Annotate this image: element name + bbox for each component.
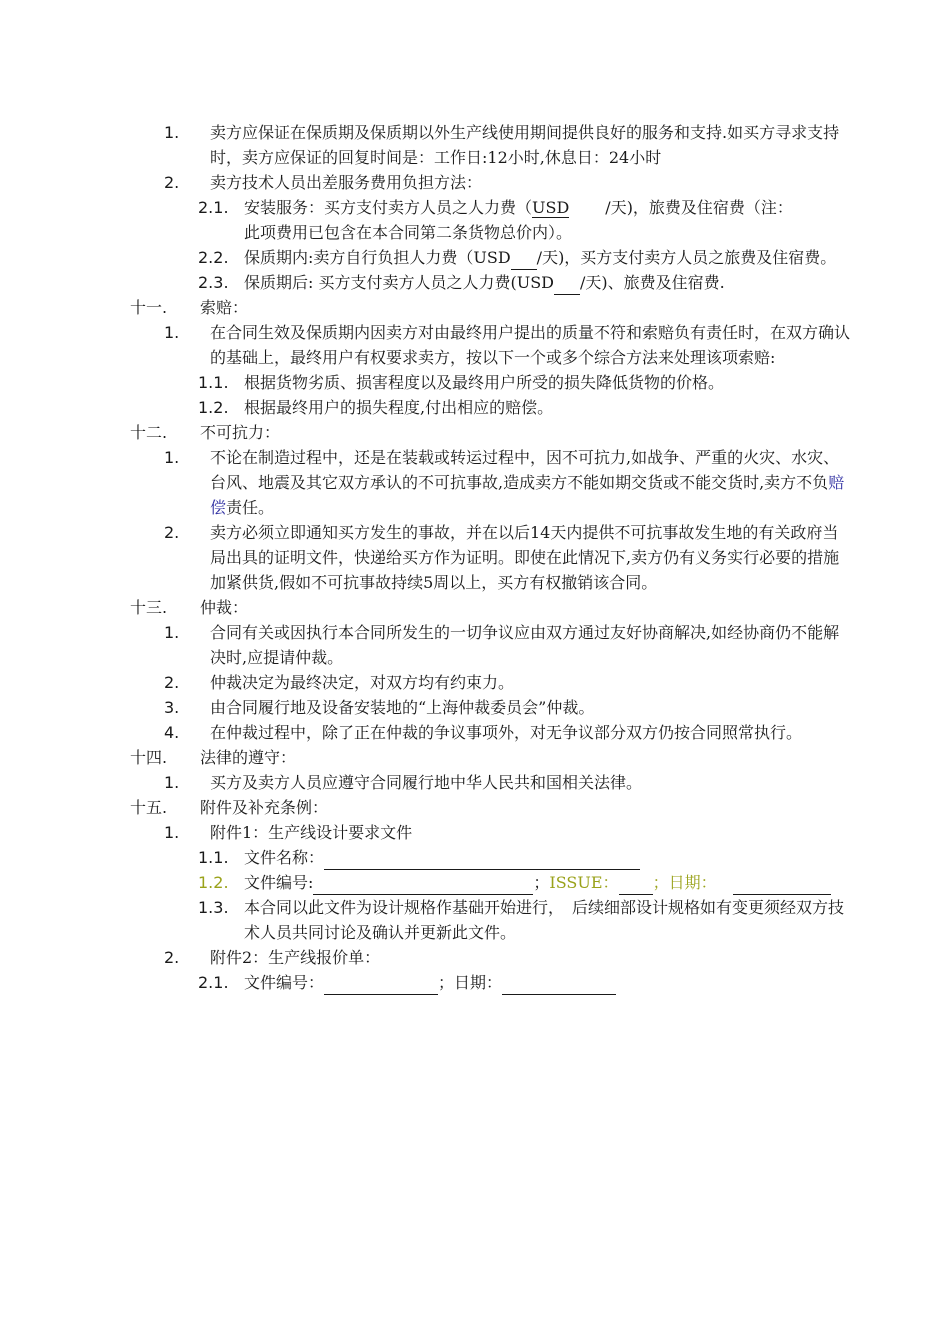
clause-number: 1.3. [198, 898, 229, 917]
clause-text: 仲裁决定为最终决定，对双方均有约束力。 [210, 673, 515, 692]
clause-number: 3. [164, 698, 180, 717]
compensation-link[interactable]: 赔偿 [210, 473, 845, 517]
clause-text: 由合同履行地及设备安装地的“上海仲裁委员会”仲裁。 [210, 698, 595, 717]
chapter-number: 十一. [130, 298, 168, 317]
chapter-force-majeure [0, 420, 950, 445]
issue-label: ISSUE： [549, 873, 619, 892]
clause-number: 1.1. [198, 373, 229, 392]
clause-attachment-1-2 [0, 870, 950, 895]
clause-attachment-1-1 [0, 845, 950, 870]
clause-text: 买方及卖方人员应遵守合同履行地中华人民共和国相关法律。 [210, 773, 643, 792]
chapter-number: 十四. [130, 748, 168, 767]
clause-text [210, 445, 850, 520]
clause-number: 1.1. [198, 848, 229, 867]
clause-text [244, 245, 850, 270]
file-number-blank[interactable] [313, 876, 533, 895]
file-name-blank[interactable] [324, 851, 640, 870]
field-label: 文件编号： [244, 973, 325, 992]
separator: ； [533, 873, 550, 892]
blank-line [511, 251, 537, 270]
clause-text: 合同有关或因执行本合同所发生的一切争议应由双方通过友好协商解决,如经协商仍不能解决时,应提请仲裁。 [210, 623, 840, 667]
clause-text: 此项费用已包含在本合同第二条货物总价内）。 [244, 223, 573, 242]
date-label: 日期： [668, 873, 717, 892]
clause-number: 2. [164, 673, 180, 692]
clause-attachment-2 [0, 945, 950, 970]
clause-text: 卖方必须立即通知买方发生的事故，并在以后14天内提供不可抗事故发生地的有关政府当局出具的证明文件，快递给买方作为证明。即使在此情况下,卖方仍有义务实行必要的措施加紧供货,假如不可抗事故持续5周以上，买方有权撤销该合同。 [210, 523, 840, 592]
text-part: 责任。 [226, 498, 275, 517]
chapter-number: 十三. [130, 598, 168, 617]
clause-attachment-1 [0, 820, 950, 845]
chapter-title: 索赔： [200, 298, 249, 317]
clause-number: 2. [164, 523, 180, 542]
clause-number: 1. [164, 323, 180, 342]
clause-arbitration-4 [0, 720, 950, 745]
text-part: /天)，旅费及住宿费（注： [605, 198, 793, 217]
clause-text: 在合同生效及保质期内因卖方对由最终用户提出的质量不符和索赔负有责任时，在双方确认的基础上，最终用户有权要求卖方，按以下一个或多个综合方法来处理该项索赔: [210, 323, 851, 367]
clause-text [244, 845, 850, 870]
clause-number: 1. [164, 123, 180, 142]
chapter-title: 附件及补充条例： [200, 798, 329, 817]
chapter-arbitration [0, 595, 950, 620]
clause-number: 2.3. [198, 273, 229, 292]
separator: ； [438, 973, 455, 992]
clause-number: 2. [164, 173, 180, 192]
clause-text: 卖方技术人员出差服务费用负担方法： [210, 173, 483, 192]
separator: ； [652, 873, 669, 892]
clause-text: 附件2：生产线报价单： [210, 948, 381, 967]
clause-text [244, 270, 850, 295]
clause-text: 根据货物劣质、损害程度以及最终用户所受的损失降低货物的价格。 [244, 373, 725, 392]
clause-number: 1.2. [198, 398, 229, 417]
clause-text: 卖方应保证在保质期及保质期以外生产线使用期间提供良好的服务和支持.如买方寻求支持时，卖方应保证的回复时间是：工作日:12小时,休息日：24小时 [210, 123, 840, 167]
chapter-attachments [0, 795, 950, 820]
clause-text [244, 970, 850, 995]
clause-arbitration-3 [0, 695, 950, 720]
clause-attachment-2-1 [0, 970, 950, 995]
quote-date-blank[interactable] [502, 976, 616, 995]
clause-number: 2.1. [198, 973, 229, 992]
field-label: 文件名称： [244, 848, 325, 867]
clause-text: 在仲裁过程中，除了正在仲裁的争议事项外，对无争议部分双方仍按合同照常执行。 [210, 723, 803, 742]
clause-force-majeure-2 [0, 520, 950, 595]
contract-page [0, 120, 950, 995]
chapter-title: 法律的遵守： [200, 748, 297, 767]
chapter-title: 仲裁： [200, 598, 249, 617]
clause-service-support [0, 120, 950, 170]
text-part: 安装服务：买方支付卖方人员之人力费（ [244, 198, 533, 217]
clause-number: 2. [164, 948, 180, 967]
clause-number: 4. [164, 723, 180, 742]
clause-arbitration-1 [0, 620, 950, 670]
clause-text [244, 870, 850, 895]
clause-claims-1-2 [0, 395, 950, 420]
usd-label: USD [532, 198, 570, 217]
clause-travel-costs [0, 170, 950, 195]
chapter-title: 不可抗力： [200, 423, 281, 442]
clause-text: 根据最终用户的损失程度,付出相应的赔偿。 [244, 398, 554, 417]
chapter-number: 十五. [130, 798, 168, 817]
clause-number: 1.2. [198, 873, 229, 892]
text-part: 保质期后: 买方支付卖方人员之人力费(USD [244, 273, 554, 292]
clause-warranty-out [0, 270, 950, 295]
quote-number-blank[interactable] [324, 976, 438, 995]
date-label: 日期： [454, 973, 503, 992]
clause-installation-service [0, 195, 950, 220]
clause-claims-1-1 [0, 370, 950, 395]
clause-number: 1. [164, 823, 180, 842]
clause-number: 1. [164, 448, 180, 467]
clause-warranty-in [0, 245, 950, 270]
clause-force-majeure-1 [0, 445, 950, 520]
clause-arbitration-2 [0, 670, 950, 695]
clause-law-1 [0, 770, 950, 795]
field-label: 文件编号: [244, 873, 314, 892]
clause-installation-note [244, 220, 850, 245]
chapter-number: 十二. [130, 423, 168, 442]
text-part: /天)，买方支付卖方人员之旅费及住宿费。 [536, 248, 837, 267]
clause-number: 2.1. [198, 198, 229, 217]
text-part: 保质期内:卖方自行负担人力费（USD [244, 248, 511, 267]
clause-text: 附件1：生产线设计要求文件 [210, 823, 413, 842]
text-part: 不论在制造过程中，还是在装载或转运过程中，因不可抗力,如战争、严重的火灾、水灾、台风、地震及其它双方承认的不可抗事故,造成卖方不能如期交货或不能交货时,卖方不负 [210, 448, 840, 492]
date-blank[interactable] [733, 876, 831, 895]
clause-number: 1. [164, 773, 180, 792]
clause-text [244, 195, 850, 220]
clause-number: 1. [164, 623, 180, 642]
blank-line [554, 276, 580, 295]
clause-text: 本合同以此文件为设计规格作基础开始进行， 后续细部设计规格如有变更须经双方技术人员共同讨论及确认并更新此文件。 [244, 898, 845, 942]
text-part: /天)、旅费及住宿费. [580, 273, 725, 292]
chapter-law [0, 745, 950, 770]
chapter-claims [0, 295, 950, 320]
clause-attachment-1-3 [0, 895, 950, 945]
clause-claims-1 [0, 320, 950, 370]
issue-blank[interactable] [619, 876, 653, 895]
clause-number: 2.2. [198, 248, 229, 267]
